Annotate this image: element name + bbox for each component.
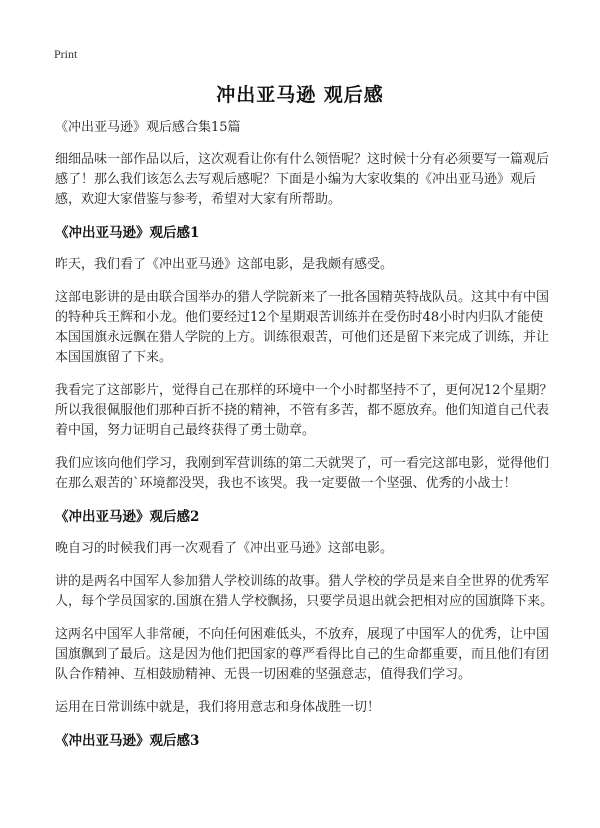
section-1-paragraph-1: 昨天，我们看了《冲出亚马逊》这部电影，是我颇有感受。 — [55, 257, 394, 272]
section-heading-1: 《冲出亚马逊》观后感1 — [55, 225, 200, 241]
section-2-paragraph-1: 晚自习的时候我们再一次观看了《冲出亚马逊》这部电影。 — [55, 541, 394, 556]
document-title: 冲出亚马逊 观后感 — [216, 84, 384, 106]
document-body — [55, 118, 555, 763]
print-label: Print — [54, 47, 78, 61]
section-1-paragraph-3: 我看完了这部影片，觉得自己在那样的环境中一个小时都坚持不了，更何况12个星期？所以我很佩服他们那种百折不挠的精神，不管有多苦，都不愿放弃。他们知道自己代表着中国，努力证明自己最终获得了勇士勋章。 — [55, 383, 553, 438]
section-2-paragraph-4: 运用在日常训练中就是，我们将用意志和身体战胜一切！ — [55, 700, 381, 715]
section-1-paragraph-2: 这部电影讲的是由联合国举办的猎人学院新来了一批各国精英特战队员。这其中有中国的特种兵王辉和小龙。他们要经过12个星期艰苦训练并在受伤时48小时内归队才能使本国国旗永远飘在猎人学院的上方。训练很艰苦，可他们还是留下来完成了训练，并让本国国旗留了下来。 — [55, 290, 550, 365]
document-subtitle: 《冲出亚马逊》观后感合集15篇 — [55, 120, 241, 135]
intro-paragraph: 细细品味一部作品以后，这次观看让你有什么领悟呢？这时候十分有必须要写一篇观后感了！那么我们该怎么去写观后感呢？下面是小编为大家收集的《冲出亚马逊》观后感，欢迎大家借鉴与参考，希望对大家有所帮助。 — [55, 152, 550, 207]
section-2-paragraph-3: 这两名中国军人非常硬，不向任何困难低头，不放弃，展现了中国军人的优秀，让中国国旗飘到了最后。这是因为他们把国家的尊严看得比自己的生命都重要，而且他们有团队合作精神、互相鼓励精神、无畏一切困难的坚强意志，值得我们学习。 — [55, 627, 550, 682]
section-heading-2: 《冲出亚马逊》观后感2 — [55, 509, 200, 525]
section-1-paragraph-4: 我们应该向他们学习，我刚到军营训练的第二天就哭了，可一看完这部电影，觉得他们在那么艰苦的`环境都没哭，我也不该哭。我一定要做一个坚强、优秀的小战士！ — [55, 456, 550, 491]
section-heading-3: 《冲出亚马逊》观后感3 — [55, 733, 200, 749]
section-2-paragraph-2: 讲的是两名中国军人参加猎人学校训练的故事。猎人学校的学员是来自全世界的优秀军人，每个学员国家的.国旗在猎人学校飘扬，只要学员退出就会把相对应的国旗降下来。 — [55, 574, 554, 609]
